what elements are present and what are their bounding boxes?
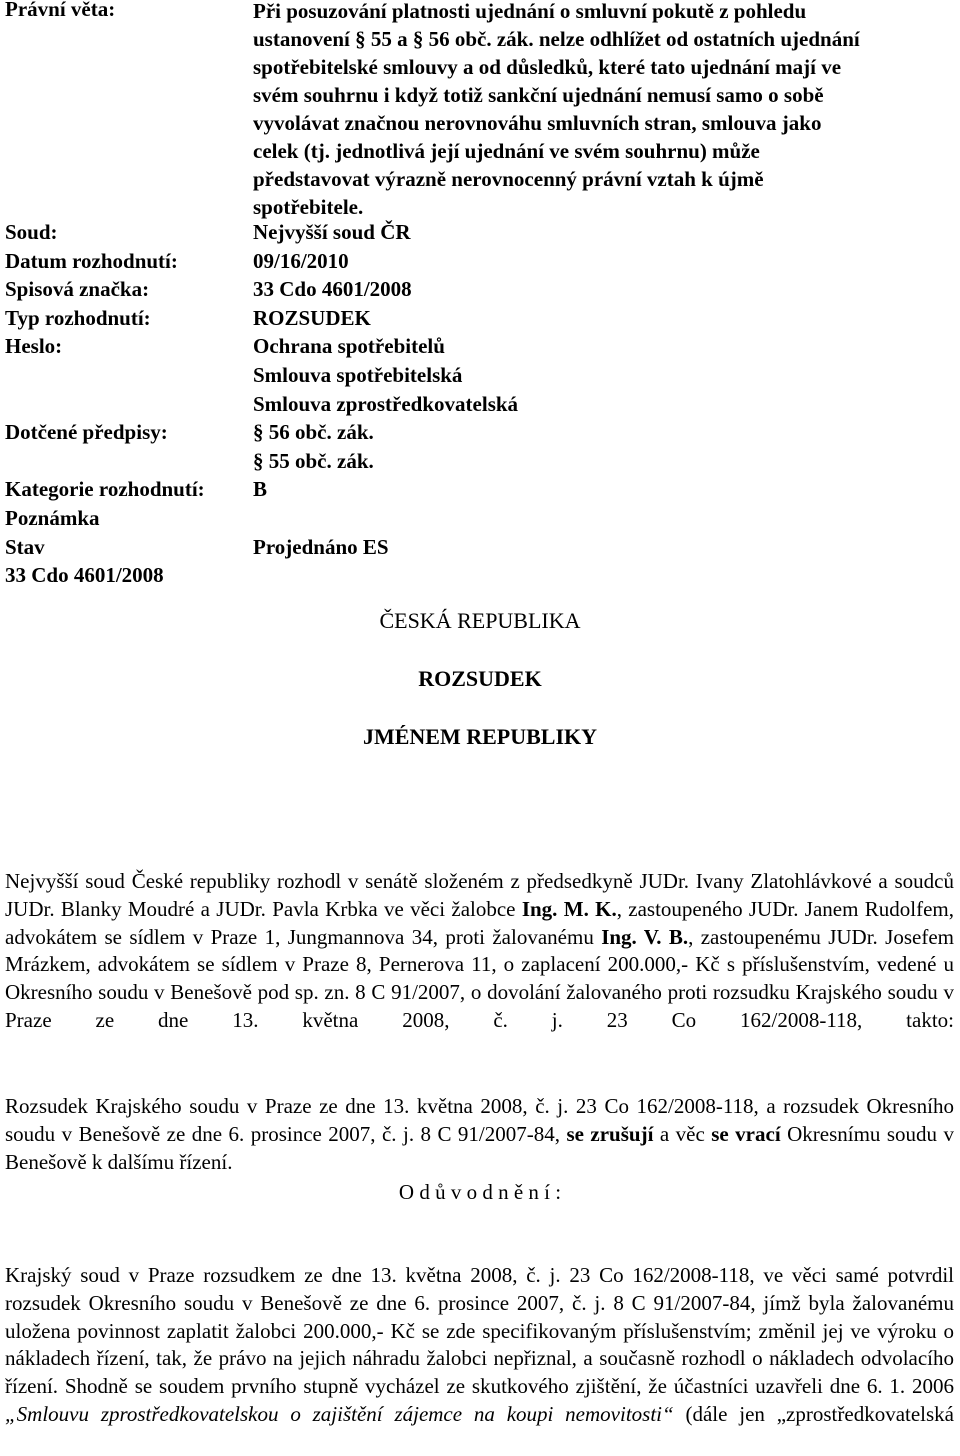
heslo-row xyxy=(5,332,955,418)
soud-row xyxy=(5,218,955,247)
typ-row xyxy=(5,304,955,333)
stav-row xyxy=(5,533,955,562)
pravni-veta-line: celek (tj. jednotlivá její ujednání ve svém souhrnu) může xyxy=(253,139,760,163)
contract-name: „Smlouvu zprostředkovatelskou o zajištění zájemce na koupi nemovitosti“ xyxy=(5,1401,674,1426)
party-defendant: Ing. V. B. xyxy=(601,924,689,949)
datum-row xyxy=(5,247,955,276)
paragraph-verdict xyxy=(5,1093,954,1176)
predpisy-label: Dotčené předpisy: xyxy=(5,420,168,445)
heslo-value: Smlouva spotřebitelská xyxy=(253,362,463,387)
poznamka-row xyxy=(5,504,955,533)
kategorie-value: B xyxy=(253,477,268,502)
text-span: (dále jen „zprostředkovatelská xyxy=(673,1401,954,1426)
soud-value: Nejvyšší soud ČR xyxy=(253,220,411,244)
pravni-veta-line: vyvolávat značnou nerovnováhu smluvních stran, smlouva jako xyxy=(253,111,822,135)
heslo-value: Smlouva zprostředkovatelská xyxy=(253,391,519,416)
spisova-label: Spisová značka: xyxy=(5,277,150,302)
heslo-value: Ochrana spotřebitelů xyxy=(253,334,445,359)
predpis-value: § 56 obč. zák. xyxy=(253,420,374,445)
section-title: O d ů v o d n ě n í : xyxy=(398,1180,562,1204)
pravni-veta-label: Právní věta: xyxy=(5,0,116,21)
pravni-veta-text xyxy=(253,0,860,221)
stav-value: Projednáno ES xyxy=(253,534,389,559)
text-span: Okresnímu soudu v Benešově k dalšímu řízení. xyxy=(5,1121,954,1174)
heading-country: ČESKÁ REPUBLIKA xyxy=(379,608,581,633)
text-span: Krajský soud v Praze rozsudkem ze dne 13. května 2008, č. j. 23 Co 162/2008-118, ve věci samé potvrdil rozsudek Okresního soudu v Benešově ze dne 6. prosince 2007, č. j. 8 C 91/2007-84, jímž byla žalovanému uložena povinnost zaplatit žalobci 200.000,- Kč se zde specifikovaným příslušenstvím; změnil jej ve výroku o nákladech řízení, tak, že právo na jejich náhradu žalobci nepřiznal, a současně rozhodl o nákladech odvolacího řízení. Shodně se soudem prvního stupně vycházel ze skutkového zjištění, že účastníci uzavřeli dne 6. 1. 2006 xyxy=(5,1263,954,1399)
verdict-annul: se zrušují xyxy=(566,1121,654,1146)
text-span: , zastoupenému JUDr. Josefem Mrázkem, advokátem se sídlem v Praze 8, Pernerova 11, o zaplacení 200.000,- Kč s příslušenstvím, vedené u Okresního soudu v Benešově pod sp. zn. 8 C 91/2007, o dovolání žalovaného proti rozsudku Krajského soudu v Praze ze dne 13. května 2008, č. j. 23 Co 162/2008-118, takto: xyxy=(5,924,954,1032)
pravni-veta-line: svém souhrnu i když totiž sankční ujednání nemusí samo o sobě xyxy=(253,83,824,107)
typ-label: Typ rozhodnutí: xyxy=(5,305,151,330)
pravni-veta-line: Při posuzování platnosti ujednání o smluvní pokutě z pohledu xyxy=(253,0,807,23)
pravni-veta-line: ustanovení § 55 a § 56 obč. zák. nelze odhlížet od ostatních ujednání xyxy=(253,27,860,51)
heading-title: ROZSUDEK xyxy=(418,666,542,691)
spisova-row xyxy=(5,275,955,304)
pravni-veta-line: spotřebitele. xyxy=(253,195,364,219)
pravni-veta-row xyxy=(5,0,955,222)
verdict-return: se vrací xyxy=(711,1121,781,1146)
poznamka-label: Poznámka xyxy=(5,505,100,530)
metadata-block xyxy=(5,0,955,588)
spisova-value: 33 Cdo 4601/2008 xyxy=(253,277,412,302)
stav-label: Stav xyxy=(5,534,45,559)
kategorie-label: Kategorie rozhodnutí: xyxy=(5,477,205,502)
party-plaintiff: Ing. M. K. xyxy=(521,896,617,921)
text-span: Rozsudek Krajského soudu v Praze ze dne 13. května 2008, č. j. 23 Co 162/2008-118, a rozsudek Okresního soudu v Benešově ze dne 6. prosince 2007, č. j. 8 C 91/2007-84, xyxy=(5,1094,954,1146)
pravni-veta-line: spotřebitelské smlouvy a od důsledků, které tato ujednání mají ve xyxy=(253,55,842,79)
heading-subtitle: JMÉNEM REPUBLIKY xyxy=(362,724,598,749)
text-span: , zastoupeného JUDr. Janem Rudolfem, advokátem se sídlem v Praze 1, Jungmannova 34, proti žalovanému xyxy=(5,896,954,949)
heslo-label: Heslo: xyxy=(5,334,63,359)
predpis-value: § 55 obč. zák. xyxy=(253,448,374,473)
typ-value: ROZSUDEK xyxy=(253,305,371,330)
metadata-fields xyxy=(5,218,955,590)
soud-label: Soud: xyxy=(5,220,58,244)
spis-footer: 33 Cdo 4601/2008 xyxy=(5,563,164,588)
kategorie-row xyxy=(5,475,955,504)
pravni-veta-line: představovat výrazně nerovnocenný právní vztah k újmě xyxy=(253,167,764,191)
text-span: a věc xyxy=(653,1121,712,1146)
datum-value: 09/16/2010 xyxy=(253,248,349,273)
text-span: Nejvyšší soud České republiky rozhodl v senátě složeném z předsedkyně JUDr. Ivany Zlatohlávkové a soudců JUDr. Blanky Moudré a JUDr. Pavla Krbka ve věci žalobce xyxy=(5,869,954,921)
predpisy-row xyxy=(5,418,955,475)
datum-label: Datum rozhodnutí: xyxy=(5,248,178,273)
paragraph-reasoning xyxy=(5,1262,954,1429)
paragraph-intro xyxy=(5,868,954,1035)
